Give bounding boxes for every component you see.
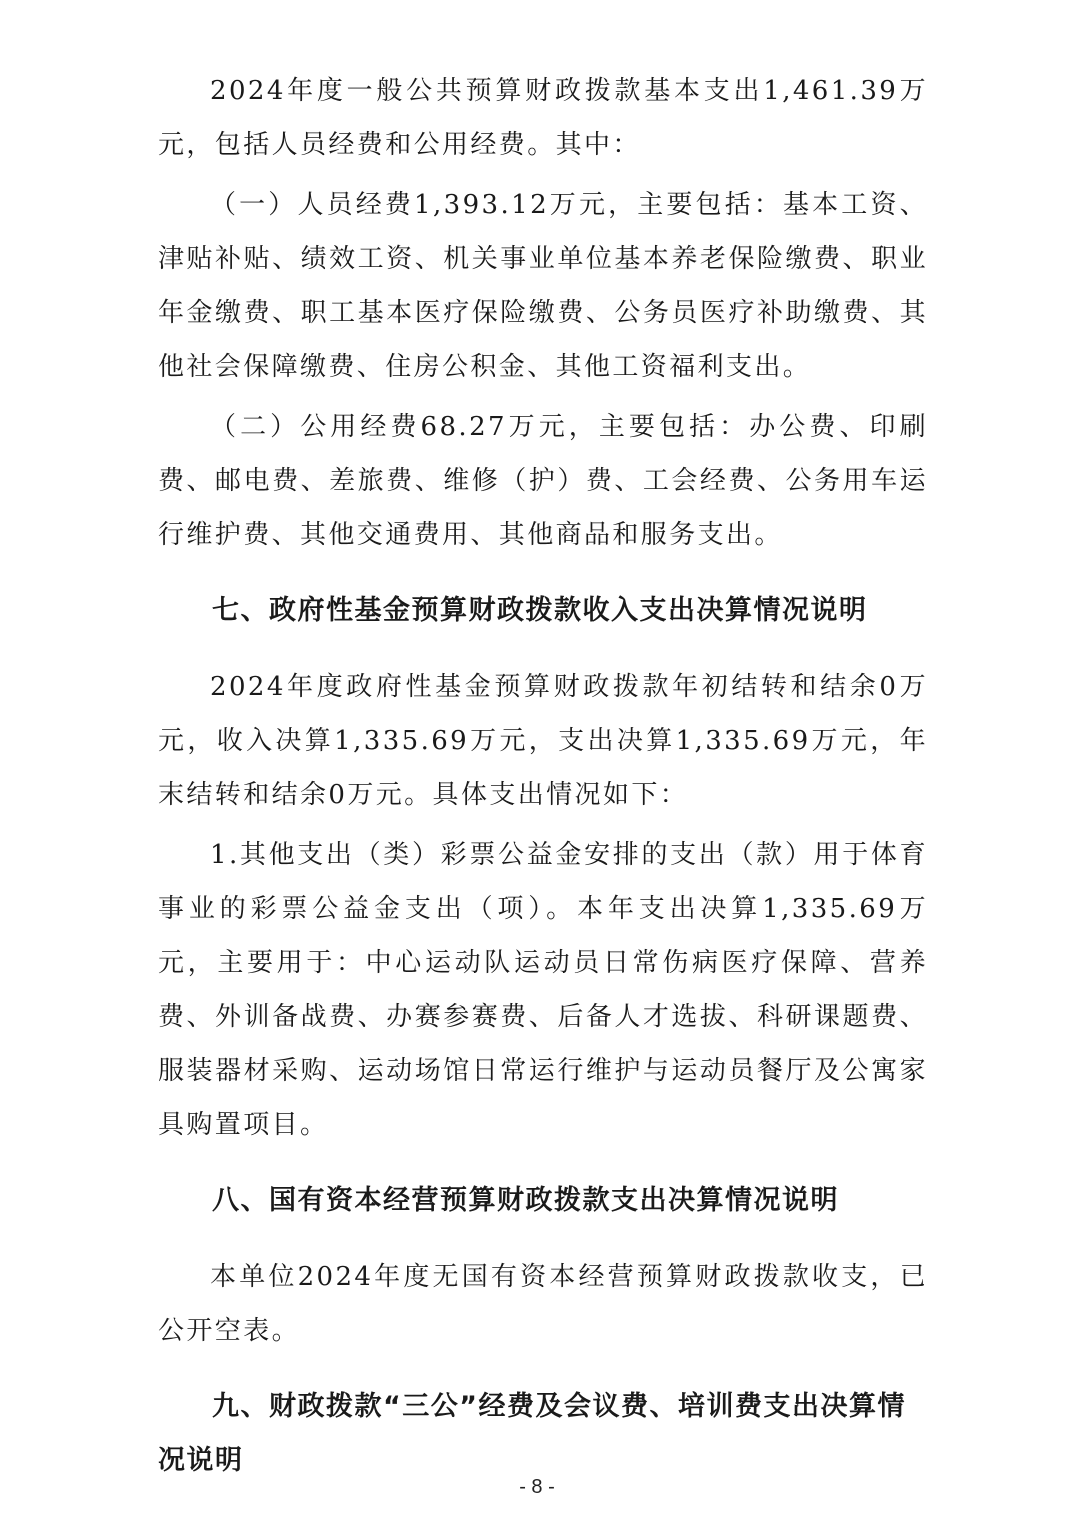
section-heading-9: 九、财政拨款“三公”经费及会议费、培训费支出决算情况说明 [158,1391,906,1476]
paragraph-public-expenses: （二）公用经费68.27万元，主要包括：办公费、印刷费、邮电费、差旅费、维修（护）费、工会经费、公务用车运行维护费、其他交通费用、其他商品和服务支出。 [158,412,928,550]
page-number: - 8 - [519,1476,555,1498]
document-page [158,64,928,1488]
paragraph-lottery-expenditure: 1.其他支出（类）彩票公益金安排的支出（款）用于体育事业的彩票公益金支出（项）。本年支出决算1,335.69万元，主要用于：中心运动队运动员日常伤病医疗保障、营养费、外训备战费、办赛参赛费、后备人才选拔、科研课题费、服装器材采购、运动场馆日常运行维护与运动员餐厅及公寓家具购置项目。 [158,840,928,1140]
section-heading-7: 七、政府性基金预算财政拨款收入支出决算情况说明 [212,595,868,626]
section-heading-8: 八、国有资本经营预算财政拨款支出决算情况说明 [212,1185,839,1216]
paragraph-fund-budget: 2024年度政府性基金预算财政拨款年初结转和结余0万元，收入决算1,335.69万元，支出决算1,335.69万元，年末结转和结余0万元。具体支出情况如下： [158,672,928,810]
paragraph-basic-expenditure: 2024年度一般公共预算财政拨款基本支出1,461.39万元，包括人员经费和公用经费。其中： [158,76,928,160]
paragraph-personnel-expenses: （一）人员经费1,393.12万元，主要包括：基本工资、津贴补贴、绩效工资、机关事业单位基本养老保险缴费、职业年金缴费、职工基本医疗保险缴费、公务员医疗补助缴费、其他社会保障缴费、住房公积金、其他工资福利支出。 [158,190,928,382]
paragraph-state-capital: 本单位2024年度无国有资本经营预算财政拨款收支，已公开空表。 [158,1262,928,1346]
